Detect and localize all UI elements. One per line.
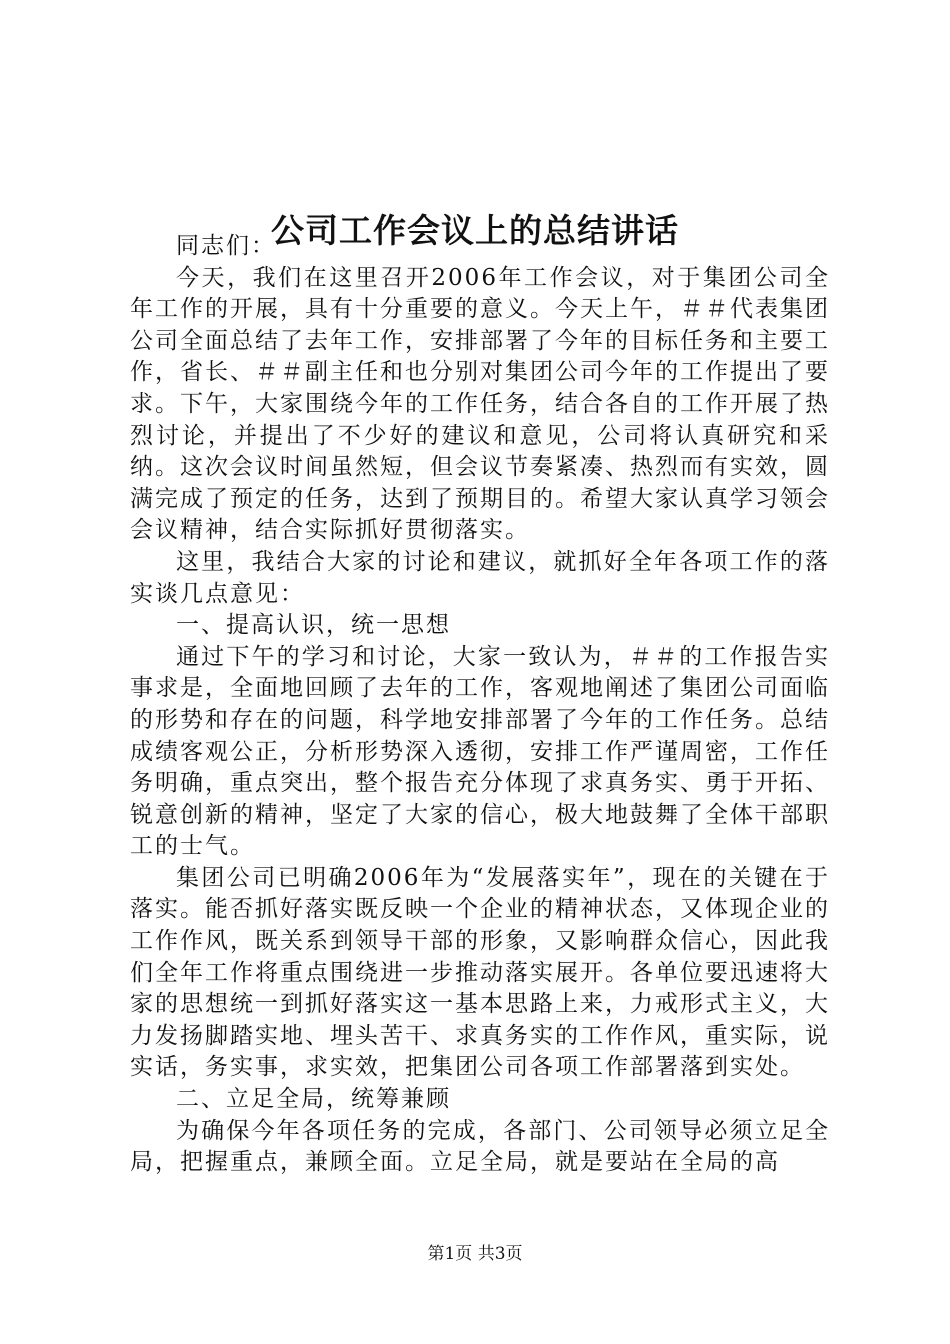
body-paragraph: 通过下午的学习和讨论，大家一致认为，＃＃的工作报告实事求是，全面地回顾了去年的工作，客观地阐述了集团公司面临的形势和存在的问题，科学地安排部署了今年的工作任务。总结成绩客观公正，分析形势深入透彻，安排工作严谨周密，工作任务明确，重点突出，整个报告充分体现了求真务实、勇于开拓、锐意创新的精神，坚定了大家的信心，极大地鼓舞了全体干部职工的士气。 — [130, 643, 830, 860]
document-title: 公司工作会议上的总结讲话 — [271, 211, 679, 251]
section-heading: 一、提高认识，统一思想 — [176, 612, 451, 639]
page-number-footer: 第1页 共3页 — [427, 1244, 523, 1264]
body-paragraph: 集团公司已明确2006年为“发展落实年”，现在的关键在于落实。能否抓好落实既反映一个企业的精神状态，又体现企业的工作作风，既关系到领导干部的形象，又影响群众信心，因此我们全年工作将重点围绕进一步推动落实展开。各单位要迅速将大家的思想统一到抓好落实这一基本思路上来，力戒形式主义，大力发扬脚踏实地、埋头苦干、求真务实的工作作风，重实际，说实话，务实事，求实效，把集团公司各项工作部署落到实处。 — [130, 864, 830, 1081]
document-body — [130, 231, 830, 1179]
body-paragraph: 这里，我结合大家的讨论和建议，就抓好全年各项工作的落实谈几点意见： — [130, 548, 830, 607]
body-paragraph: 今天，我们在这里召开2006年工作会议，对于集团公司全年工作的开展，具有十分重要的意义。今天上午，＃＃代表集团公司全面总结了去年工作，安排部署了今年的目标任务和主要工作，省长、＃＃副主任和也分别对集团公司今年的工作提出了要求。下午，大家围绕今年的工作任务，结合各自的工作开展了热烈讨论，并提出了不少好的建议和意见，公司将认真研究和采纳。这次会议时间虽然短，但会议节奏紧凑、热烈而有实效，圆满完成了预定的任务，达到了预期目的。希望大家认真学习领会会议精神，结合实际抓好贯彻落实。 — [130, 264, 830, 544]
salutation: 同志们： — [176, 233, 276, 259]
body-paragraph: 为确保今年各项任务的完成，各部门、公司领导必须立足全局，把握重点，兼顾全面。立足全局，就是要站在全局的高 — [130, 1117, 830, 1176]
section-heading: 二、立足全局，统筹兼顾 — [176, 1086, 451, 1113]
